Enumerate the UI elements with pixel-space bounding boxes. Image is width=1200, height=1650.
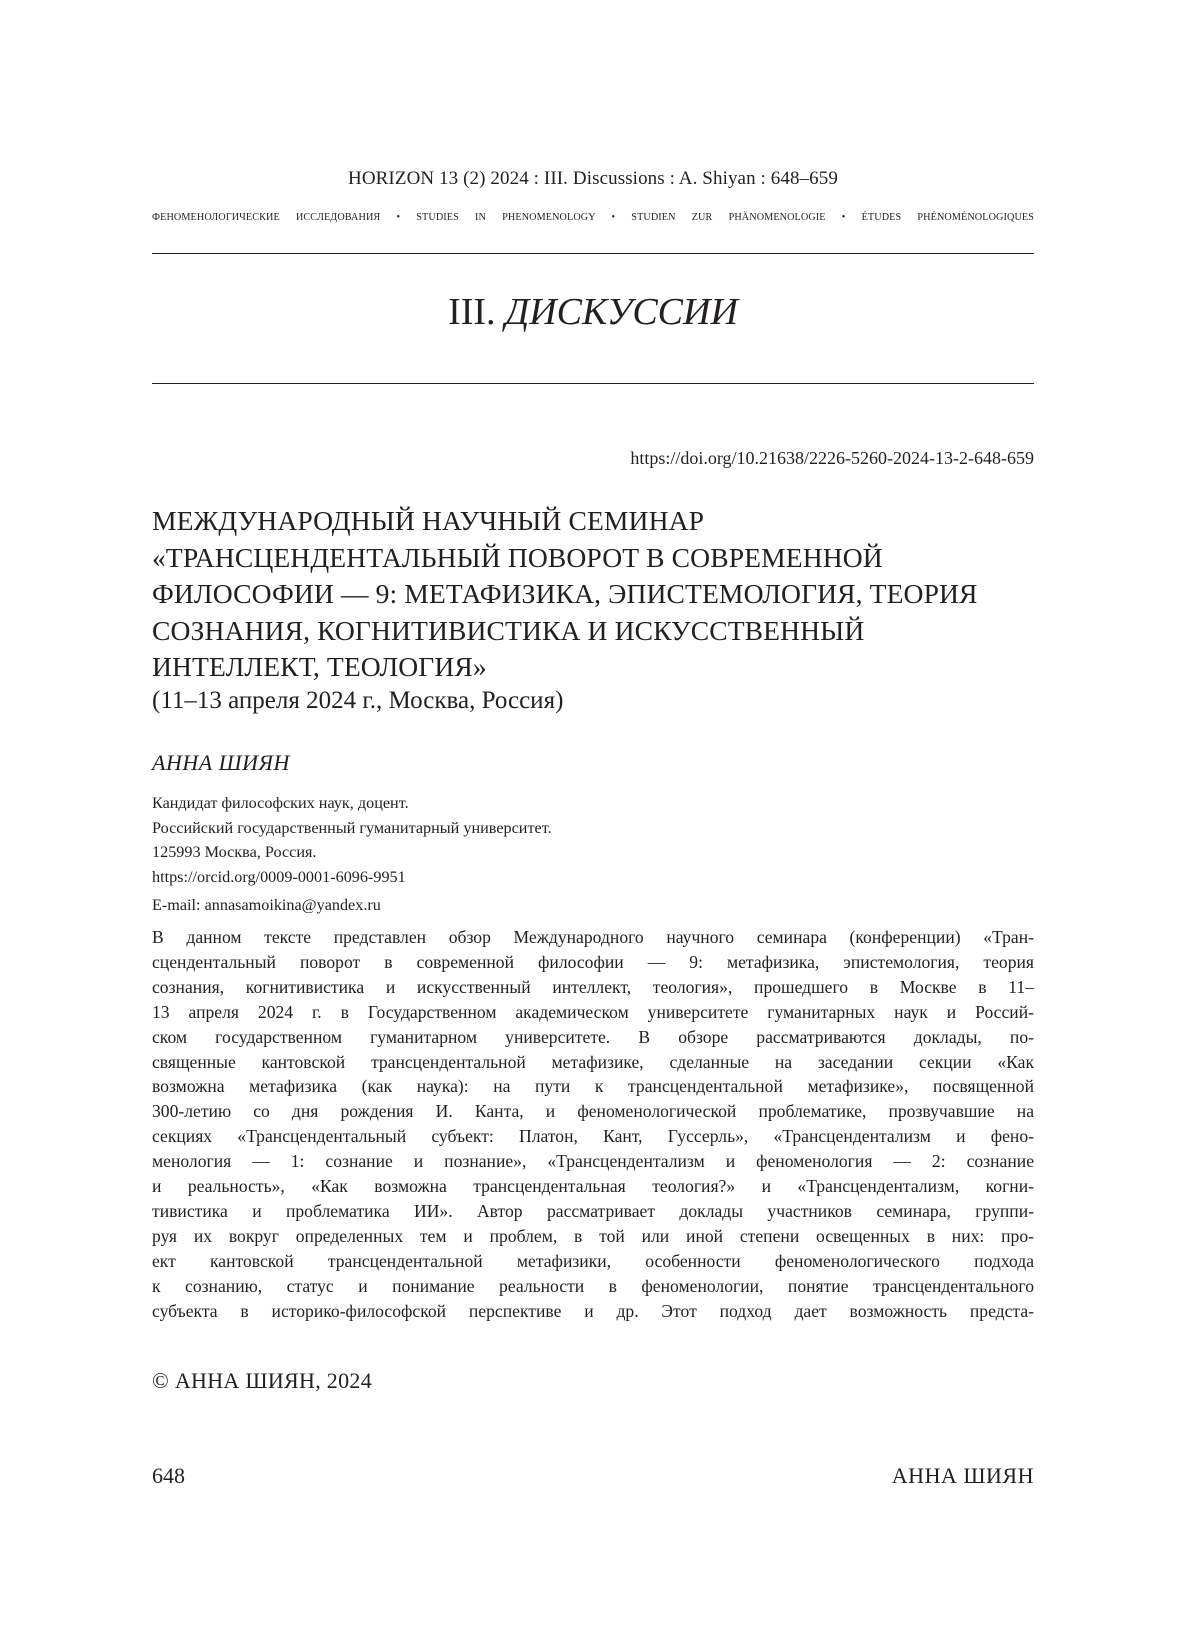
abstract-line: субъекта в историко-философской перспективе и др. Этот подход дает возможность предста- <box>152 1299 1034 1324</box>
article-title-line: СОЗНАНИЯ, КОГНИТИВИСТИКА И ИСКУССТВЕННЫЙ <box>152 613 1032 650</box>
author-orcid[interactable]: https://orcid.org/0009-0001-6096-9951 <box>152 865 552 890</box>
author-address: 125993 Москва, Россия. <box>152 840 552 865</box>
bottom-rule <box>152 383 1034 384</box>
abstract-line: менология — 1: сознание и познание», «Трансцендентализм и феноменология — 2: сознание <box>152 1149 1034 1174</box>
top-rule <box>152 253 1034 254</box>
footer-author: АННА ШИЯН <box>892 1463 1034 1489</box>
running-head: HORIZON 13 (2) 2024 : III. Discussions : A. Shiyan : 648–659 <box>152 168 1034 190</box>
abstract-line: В данном тексте представлен обзор Международного научного семинара (конференции) «Тран- <box>152 925 1034 950</box>
series-line: ФЕНОМЕНОЛОГИЧЕСКИЕ ИССЛЕДОВАНИЯ • STUDIES IN PHENOMENOLOGY • STUDIEN ZUR PHÄNOMENOLOGIE • ÉTUDES PHÉNOMÉNOLOGIQUES <box>152 212 1034 223</box>
doi-link[interactable]: https://doi.org/10.21638/2226-5260-2024-13-2-648-659 <box>630 448 1034 469</box>
event-dates: (11–13 апреля 2024 г., Москва, Россия) <box>152 687 563 715</box>
page-number: 648 <box>152 1463 185 1489</box>
author-name: АННА ШИЯН <box>152 750 290 776</box>
copyright-notice: © АННА ШИЯН, 2024 <box>152 1368 372 1394</box>
abstract-line: возможна метафизика (как наука): на пути к трансцендентальной метафизике», посвященной <box>152 1074 1034 1099</box>
section-title-text: ДИСКУССИИ <box>505 291 738 333</box>
article-title-line: «ТРАНСЦЕНДЕНТАЛЬНЫЙ ПОВОРОТ В СОВРЕМЕННОЙ <box>152 540 1032 577</box>
article-title-line: ФИЛОСОФИИ — 9: МЕТАФИЗИКА, ЭПИСТЕМОЛОГИЯ, ТЕОРИЯ <box>152 576 1032 613</box>
abstract-line: священные кантовской трансцендентальной метафизике, сделанные на заседании секции «Как <box>152 1050 1034 1075</box>
abstract-line: 300-летию со дня рождения И. Канта, и феноменологической проблематике, прозвучавшие на <box>152 1099 1034 1124</box>
abstract-line: сцендентальный поворот в современной философии — 9: метафизика, эпистемология, теория <box>152 950 1034 975</box>
abstract-line: сознания, когнитивистика и искусственный интеллект, теология», прошедшего в Москве в 11– <box>152 975 1034 1000</box>
abstract <box>152 925 1034 1324</box>
abstract-line: руя их вокруг определенных тем и проблем, в той или иной степени освещенных в них: про- <box>152 1224 1034 1249</box>
abstract-line: ском государственном гуманитарном университете. В обзоре рассматриваются доклады, по- <box>152 1025 1034 1050</box>
author-institution: Российский государственный гуманитарный университет. <box>152 816 552 841</box>
section-number: III. <box>448 291 495 333</box>
article-title-line: МЕЖДУНАРОДНЫЙ НАУЧНЫЙ СЕМИНАР <box>152 503 1032 540</box>
article-title <box>152 503 1032 686</box>
author-degree: Кандидат философских наук, доцент. <box>152 791 552 816</box>
abstract-line: и реальность», «Как возможна трансцендентальная теология?» и «Трансцендентализм, когни- <box>152 1174 1034 1199</box>
author-affiliation <box>152 791 552 918</box>
abstract-line: к сознанию, статус и понимание реальности в феноменологии, понятие трансцендентального <box>152 1274 1034 1299</box>
abstract-line: 13 апреля 2024 г. в Государственном академическом университете гуманитарных наук и Россий- <box>152 1000 1034 1025</box>
abstract-line: ект кантовской трансцендентальной метафизики, особенности феноменологического подхода <box>152 1249 1034 1274</box>
section-title <box>152 290 1034 334</box>
abstract-line: тивистика и проблематика ИИ». Автор рассматривает доклады участников семинара, группи- <box>152 1199 1034 1224</box>
author-email[interactable]: E-mail: annasamoikina@yandex.ru <box>152 893 552 918</box>
article-title-line: ИНТЕЛЛЕКТ, ТЕОЛОГИЯ» <box>152 649 1032 686</box>
abstract-line: секциях «Трансцендентальный субъект: Платон, Кант, Гуссерль», «Трансцендентализм и фено- <box>152 1124 1034 1149</box>
